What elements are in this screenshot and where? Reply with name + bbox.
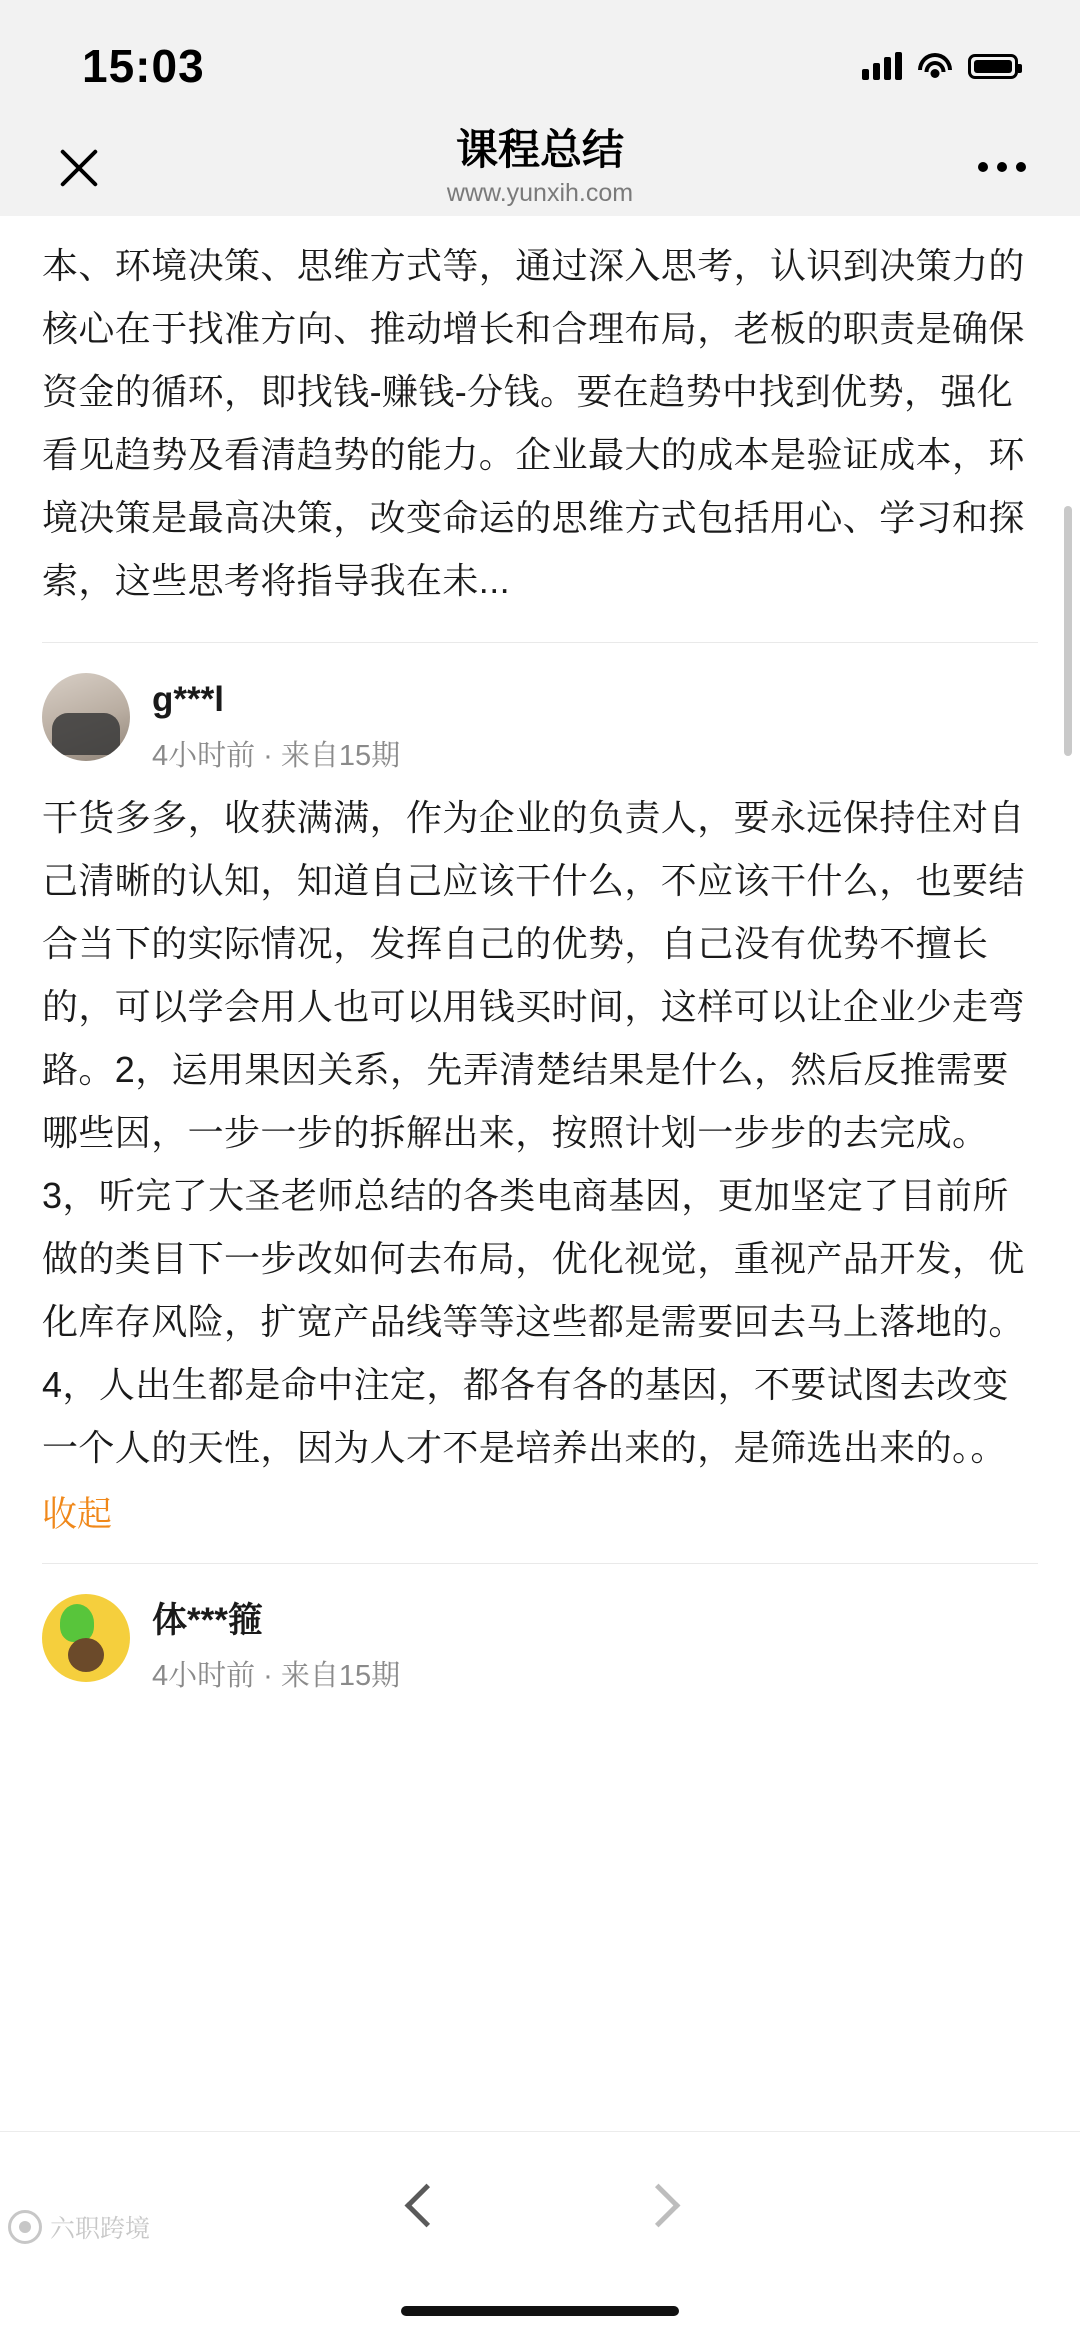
close-icon[interactable] [48,136,110,198]
article-paragraph: 本、环境决策、思维方式等，通过深入思考，认识到决策力的核心在于找准方向、推动增长和合理布局，老板的职责是确保资金的循环，即找钱-赚钱-分钱。要在趋势中找到优势，强化看见趋势及看清趋势的能力。企业最大的成本是验证成本，环境决策是最高决策，改变命运的思维方式包括用心、学习和探索，这些思考将指导我在未... [42,245,1025,601]
article-content[interactable] [0,216,1080,2131]
cellular-signal-icon [862,52,902,80]
watermark-logo-icon [8,2210,42,2244]
chevron-right-icon[interactable] [635,2184,681,2230]
collapse-toggle[interactable]: 收起 [42,1494,113,1534]
comment-body: 干货多多，收获满满，作为企业的负责人，要永远保持住对自己清晰的认知，知道自己应该干什么，不应该干什么，也要结合当下的实际情况，发挥自己的优势，自己没有优势不擅长的，可以学会用人也可以用钱买时间，这样可以让企业少走弯路。2，运用果因关系，先弄清楚结果是什么，然后反推需要哪些因，一步一步的拆解出来，按照计划一步步的去完成。3，听完了大圣老师总结的各类电商基因，更加坚定了目前所做的类目下一步改如何去布局，优化视觉，重视产品开发，优化库存风险，扩宽产品线等等这些都是需要回去马上落地的。4，人出生都是命中注定，都各有各的基因，不要试图去改变一个人的天性，因为人才不是培养出来的，是筛选出来的。。 [42,796,1025,1468]
wifi-icon [918,53,952,79]
avatar[interactable] [42,673,130,761]
nav-title-block [0,118,1080,216]
home-indicator-area [0,2281,1080,2341]
page-subtitle: www.yunxih.com [446,178,634,207]
status-time: 15:03 [82,40,205,92]
watermark-text: 六职跨境 [50,2215,151,2243]
chevron-left-icon[interactable] [399,2184,445,2230]
author-block [152,1594,400,1695]
comment-meta: 4小时前 · 来自15期 [152,739,401,772]
battery-icon [968,54,1018,79]
scrollbar[interactable] [1064,506,1072,756]
avatar[interactable] [42,1594,130,1682]
home-indicator[interactable] [401,2306,679,2316]
list-item[interactable] [0,643,1080,1537]
watermark [8,2209,150,2245]
more-options-icon[interactable] [978,162,1026,172]
nav-bar [0,118,1080,216]
author-block [152,673,400,774]
comment-header [42,673,1038,774]
list-item[interactable] [0,1564,1080,1695]
status-icons [862,38,1018,80]
status-bar [0,0,1080,118]
comment-author: 体***箍 [152,1600,263,1640]
page-title: 课程总结 [455,126,624,174]
comment-author: g***l [152,680,224,719]
bottom-navigation-bar [0,2131,1080,2281]
comment-meta: 4小时前 · 来自15期 [152,1660,401,1692]
comment-header [42,1594,1038,1695]
